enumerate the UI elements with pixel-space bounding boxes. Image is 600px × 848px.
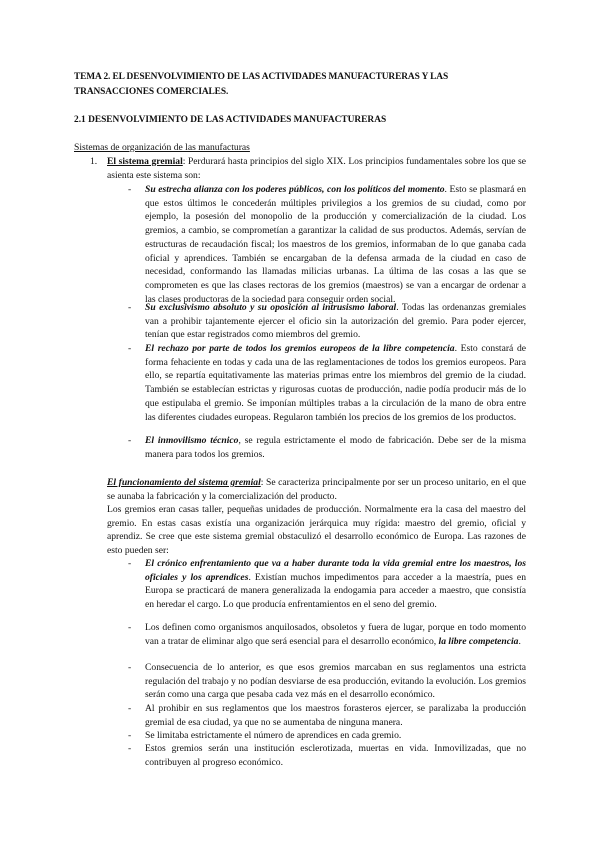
paragraph-workshops: Los gremios eran casas taller, pequeñas unidades de producción. Normalmente era la casa del maestro del gremio. En estas casas existía una organización jerárquica muy rígida: maestro del gremio, oficial y aprendiz. Se cree que este sistema gremial obstaculizó el desarrollo económico de Europa. Las razones de esto pueden ser: — [107, 504, 526, 557]
bullet-dash: - — [128, 730, 132, 741]
bullet-dash: - — [128, 662, 132, 673]
list-item-reason: Se limitaba estrictamente el número de aprendices en cada gremio. — [145, 730, 402, 741]
item-heading: El sistema gremial — [107, 156, 183, 167]
list-item-principle — [145, 342, 526, 424]
paragraph-heading: El funcionamiento del sistema gremial — [107, 477, 261, 488]
item-text: . Existían muchos impedimentos para acceder a la maestría, pues en Europa se practicará de manera generalizada la endogamia para acceder a maestro, que consistía en heredar el cargo. Lo que producía enfrentamientos en el seno del gremio. — [145, 571, 526, 611]
list-item-reason: Consecuencia de lo anterior, es que esos gremios marcaban en sus reglamentos una estricta regulación del trabajo y no podían desviarse de esa producción, evitando la evolución. Los gremios serán como una carga que pesaba cada vez más en el desarrollo económico. — [145, 662, 526, 701]
page-title: TEMA 2. EL DESENVOLVIMIENTO DE LAS ACTIVIDADES MANUFACTURERAS Y LAS TRANSACCIONES COMERCIALES. — [74, 72, 449, 97]
list-item-reason — [145, 621, 526, 648]
item-heading: Su exclusivismo absoluto y su oposición al intrusismo laboral — [145, 302, 397, 313]
item-text: . Esto constará de forma fehaciente en todas y cada una de las reglamentaciones de todos los gremios europeos. Para ello, se repartía equitativamente las materias primas entre los miembros del gremio de la ciudad. También se establecían estrictas y rigurosas cuotas de producción, nadie podía producir más de lo que estipulaba el gremio. Se imponían múltiples trabas a la circulación de la mano de obra entre las diferentes ciudades europeas. Regularon también los precios de los gremios de los productos. — [145, 343, 526, 423]
list-item-principle — [145, 301, 526, 342]
item-text: . Esto se plasmará en que estos últimos le concederán múltiples privilegios a los gremios de su ciudad, como por ejemplo, la posesión del monopolio de la producción y comercialización de la ciudad. Los gremios, a cambio, se comprometían a garantizar la calidad de sus productos. Además, servían de estructuras de recaudación fiscal; los maestros de los gremios, informaban de lo que ganaba cada oficial y aprendices. También se encargaban de la defensa armada de la ciudad en caso de necesidad, conformando las llamadas milicias urbanas. La última de las cosas a las que se comprometen es que las clases rectoras de los gremios (maestros) se van a encargar de ordenar a las clases productoras de la sociedad para conseguir orden social. — [145, 184, 526, 305]
list-item-reason: Estos gremios serán una institución esclerotizada, muertas en vida. Inmovilizadas, que no contribuyen al progreso económico. — [145, 743, 526, 768]
bullet-dash: - — [128, 743, 132, 754]
item-heading: El crónico enfrentamiento que va a haber durante toda la vida gremial entre los maestros, los oficiales y los aprendices — [145, 558, 526, 583]
list-item-principle — [145, 434, 526, 461]
list-item-sistema-gremial — [107, 155, 526, 182]
subsection-heading: Sistemas de organización de las manufacturas — [74, 142, 250, 153]
item-heading: la libre competencia — [438, 635, 519, 647]
list-item-principle — [145, 183, 526, 306]
bullet-dash: - — [128, 343, 132, 354]
paragraph-text: : Se caracteriza principalmente por ser un proceso unitario, en el que se aunaba la fabricación y la comercialización del producto. — [107, 477, 526, 502]
item-text: . Todas las ordenanzas gremiales van a prohibir tajantemente ejercer el oficio sin la autorización del gremio. Para poder ejercer, tenían que estar registrados como miembros del gremio. — [145, 302, 526, 341]
item-text: . — [518, 635, 521, 647]
item-text: Los definen como organismos anquilosados, obsoletos y fuera de lugar, porque en todo momento van a tratar de eliminar algo que será esencial para el desarrollo económico, — [145, 622, 526, 647]
paragraph-functioning — [107, 476, 526, 503]
bullet-dash: - — [128, 558, 132, 569]
bullet-dash: - — [128, 184, 132, 195]
list-item-reason — [145, 557, 526, 612]
item-text: : Perdurará hasta principios del siglo XIX. Los principios fundamentales sobre los que se asienta este sistema son: — [107, 156, 526, 181]
item-heading: El inmovilismo técnico — [145, 435, 239, 446]
item-heading: El rechazo por parte de todos los gremios europeos de la libre competencia — [145, 343, 455, 354]
list-number: 1. — [90, 156, 98, 167]
bullet-dash: - — [128, 302, 132, 313]
bullet-dash: - — [128, 435, 132, 446]
item-text: , se regula estrictamente el modo de fabricación. Debe ser de la misma manera para todos los gremios. — [145, 435, 526, 460]
item-heading: Su estrecha alianza con los poderes públicos, con los políticos del momento — [145, 184, 445, 195]
list-item-reason: Al prohibir en sus reglamentos que los maestros forasteros ejercer, se paralizaba la producción gremial de esa ciudad, ya que no se aumentaba de ninguna manera. — [145, 703, 526, 728]
section-heading: 2.1 DESENVOLVIMIENTO DE LAS ACTIVIDADES MANUFACTURERAS — [74, 115, 387, 125]
bullet-dash: - — [128, 703, 132, 714]
bullet-dash: - — [128, 622, 132, 633]
